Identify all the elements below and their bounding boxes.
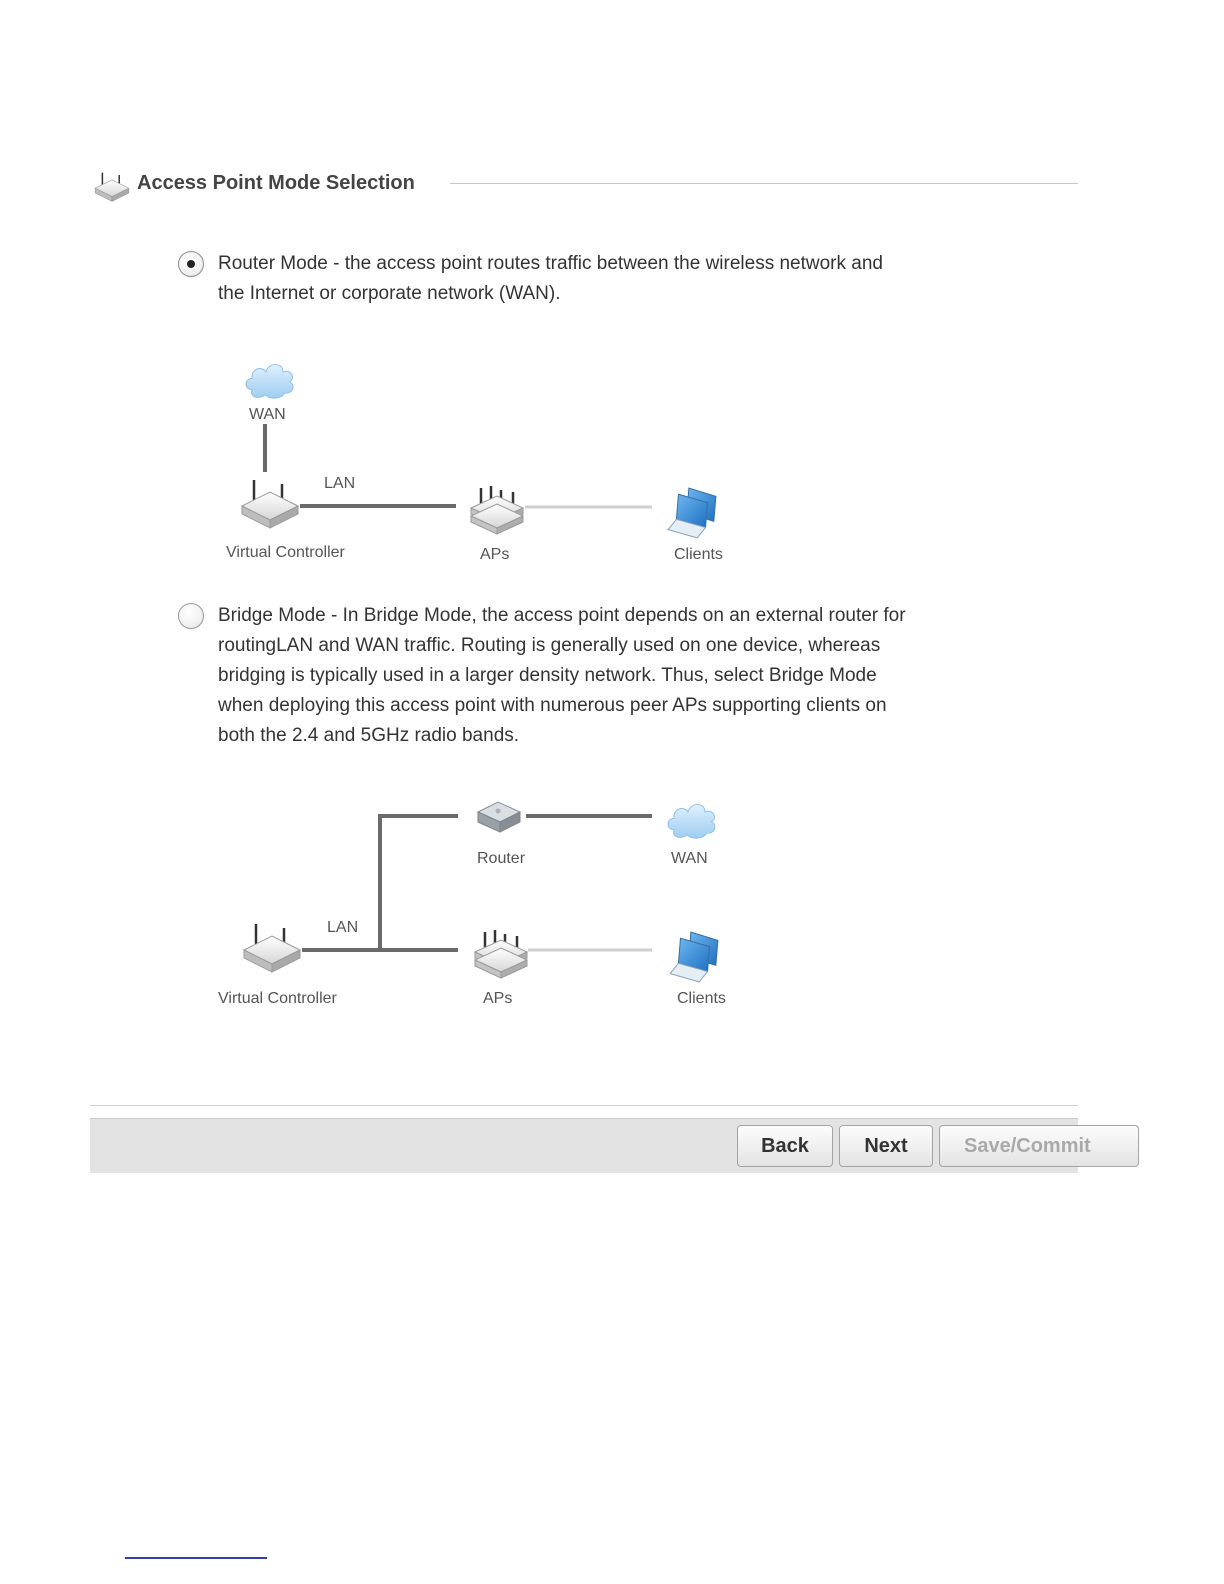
aps-icon (468, 486, 526, 536)
lan-label: LAN (327, 919, 359, 936)
save-commit-button: Save/Commit (939, 1125, 1139, 1167)
clients-laptop-icon (668, 930, 720, 984)
router-mode-diagram (200, 340, 760, 580)
aps-label: APs (480, 546, 510, 563)
back-button[interactable]: Back (737, 1125, 833, 1167)
router-mode-text-line: Router Mode - the access point routes traffic between the wireless network and (218, 253, 883, 274)
section-header (92, 166, 1078, 202)
router-mode-radio[interactable] (178, 251, 204, 277)
bridge-mode-text-line: bridging is typically used in a larger density network. Thus, select Bridge Mode (218, 665, 877, 686)
bridge-mode-text-line: routingLAN and WAN traffic. Routing is generally used on one device, whereas (218, 635, 881, 656)
section-title: Access Point Mode Selection (137, 172, 415, 194)
wizard-toolbar (90, 1118, 1091, 1173)
bridge-mode-text-line: both the 2.4 and 5GHz radio bands. (218, 725, 520, 746)
wan-label: WAN (249, 406, 286, 423)
router-mode-label[interactable] (218, 249, 978, 309)
radio-selected-dot (187, 260, 195, 268)
section-divider (450, 183, 1078, 184)
wan-cloud-icon (666, 796, 718, 844)
next-button[interactable]: Next (839, 1125, 933, 1167)
footnote-rule (125, 1557, 267, 1559)
aps-icon (472, 930, 530, 980)
clients-laptop-icon (666, 486, 718, 540)
bridge-mode-radio[interactable] (178, 603, 204, 629)
lan-label: LAN (324, 475, 356, 492)
clients-label: Clients (674, 546, 723, 563)
router-icon (474, 798, 524, 836)
router-mode-text-line: the Internet or corporate network (WAN). (218, 283, 561, 304)
virtual-controller-icon (240, 478, 300, 530)
clients-label: Clients (677, 990, 726, 1007)
bridge-mode-diagram (200, 790, 760, 1030)
router-label: Router (477, 850, 526, 867)
bridge-mode-text-line: when deploying this access point with numerous peer APs supporting clients on (218, 695, 887, 716)
wan-label: WAN (671, 850, 708, 867)
aps-label: APs (483, 990, 513, 1007)
bridge-mode-text-line: Bridge Mode - In Bridge Mode, the access point depends on an external router for (218, 605, 906, 626)
access-point-icon (94, 170, 130, 204)
bridge-mode-label[interactable] (218, 601, 998, 751)
virtual-controller-label: Virtual Controller (226, 544, 345, 561)
wan-cloud-icon (244, 356, 296, 404)
toolbar-divider (90, 1105, 1078, 1106)
virtual-controller-icon (242, 922, 302, 974)
virtual-controller-label: Virtual Controller (218, 990, 337, 1007)
